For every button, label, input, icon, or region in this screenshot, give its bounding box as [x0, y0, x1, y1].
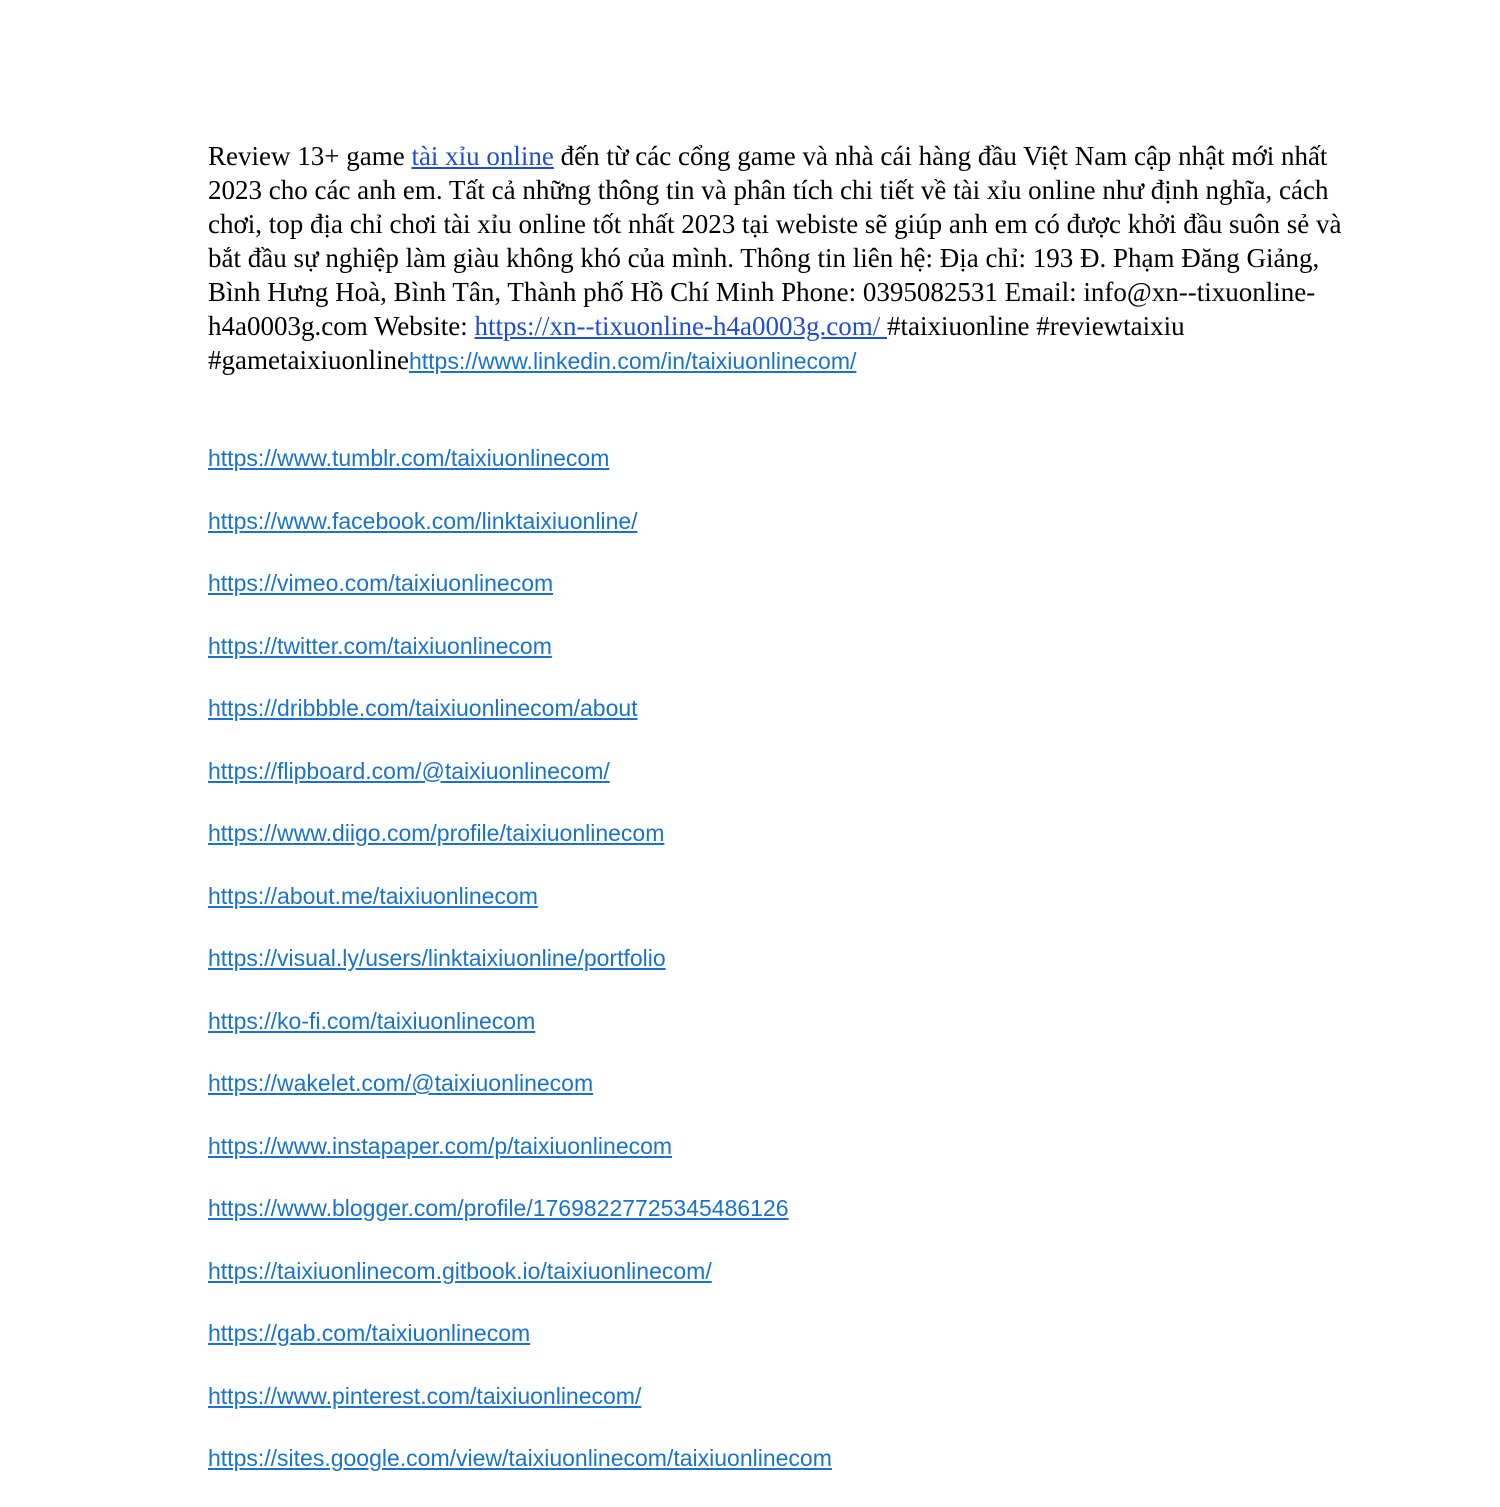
profile-link[interactable]: https://about.me/taixiuonlinecom	[208, 882, 538, 909]
list-item	[208, 1257, 832, 1320]
intro-block	[208, 139, 1368, 378]
intro-text-body: đến từ các cổng game và nhà cái hàng đầu Việt Nam cập nhật mới nhất 2023 cho các anh em. Tất cả những thông tin và phân tích chi tiết về tài xỉu online như định nghĩa, cách chơi, top địa chỉ chơi tài xỉu online tốt nhất 2023 tại webiste sẽ giúp anh em có được khởi đầu suôn sẻ và bắt đầu sự nghiệp làm giàu không khó của mình. Thông tin liên hệ: Địa chỉ: 193 Đ. Phạm Đăng Giảng, Bình Hưng Hoà, Bình Tân, Thành phố Hồ Chí Minh Phone: 0395082531 Email: info@xn--tixuonline-h4a0003g.com Website:	[208, 141, 1342, 341]
profile-link[interactable]: https://taixiuonlinecom.gitbook.io/taixiuonlinecom/	[208, 1257, 712, 1284]
profile-link[interactable]: https://gab.com/taixiuonlinecom	[208, 1320, 531, 1346]
profile-link[interactable]: https://sites.google.com/view/taixiuonlinecom/taixiuonlinecom	[208, 1445, 832, 1471]
list-item	[208, 1007, 832, 1070]
profile-link[interactable]: https://flipboard.com/@taixiuonlinecom/	[208, 757, 610, 784]
list-item	[208, 632, 832, 695]
list-item	[208, 1382, 832, 1445]
list-item	[208, 944, 832, 1007]
list-item	[208, 1444, 832, 1507]
profile-link[interactable]: https://dribbble.com/taixiuonlinecom/about	[208, 695, 638, 721]
list-item	[208, 757, 832, 820]
list-item	[208, 1194, 832, 1257]
profile-link[interactable]: https://www.diigo.com/profile/taixiuonlinecom	[208, 820, 665, 846]
list-item	[208, 444, 832, 507]
profile-link[interactable]: https://www.facebook.com/linktaixiuonline/	[208, 507, 638, 534]
profile-link[interactable]: https://twitter.com/taixiuonlinecom	[208, 632, 552, 659]
list-item	[208, 819, 832, 882]
list-item	[208, 1319, 832, 1382]
profile-link[interactable]: https://wakelet.com/@taixiuonlinecom	[208, 1070, 594, 1096]
profile-link[interactable]: https://www.tumblr.com/taixiuonlinecom	[208, 445, 610, 471]
profile-link[interactable]: https://www.instapaper.com/p/taixiuonlinecom	[208, 1132, 673, 1159]
list-item	[208, 507, 832, 570]
profile-link[interactable]: https://www.pinterest.com/taixiuonlinecom/	[208, 1382, 642, 1409]
profile-link[interactable]: https://ko-fi.com/taixiuonlinecom	[208, 1007, 536, 1034]
intro-paragraph	[208, 139, 1368, 378]
list-item	[208, 569, 832, 632]
hashtags: #taixiuonline #reviewtaixiu #gametaixiuonline	[208, 311, 1185, 375]
list-item	[208, 1069, 832, 1132]
linkedin-link[interactable]: https://www.linkedin.com/in/taixiuonlinecom/	[408, 348, 857, 374]
profile-link[interactable]: https://www.blogger.com/profile/17698227725345486126	[208, 1195, 789, 1221]
list-item	[208, 1132, 832, 1195]
list-item	[208, 882, 832, 945]
links-list	[208, 444, 832, 1507]
links-list-container	[208, 444, 832, 1507]
profile-link[interactable]: https://vimeo.com/taixiuonlinecom	[208, 570, 554, 596]
website-link[interactable]: https://xn--tixuonline-h4a0003g.com/	[474, 311, 887, 341]
tai-xiu-online-link[interactable]: tài xỉu online	[411, 141, 554, 171]
intro-text-start: Review 13+ game	[208, 141, 412, 171]
list-item	[208, 694, 832, 757]
profile-link[interactable]: https://visual.ly/users/linktaixiuonline/portfolio	[208, 945, 666, 971]
